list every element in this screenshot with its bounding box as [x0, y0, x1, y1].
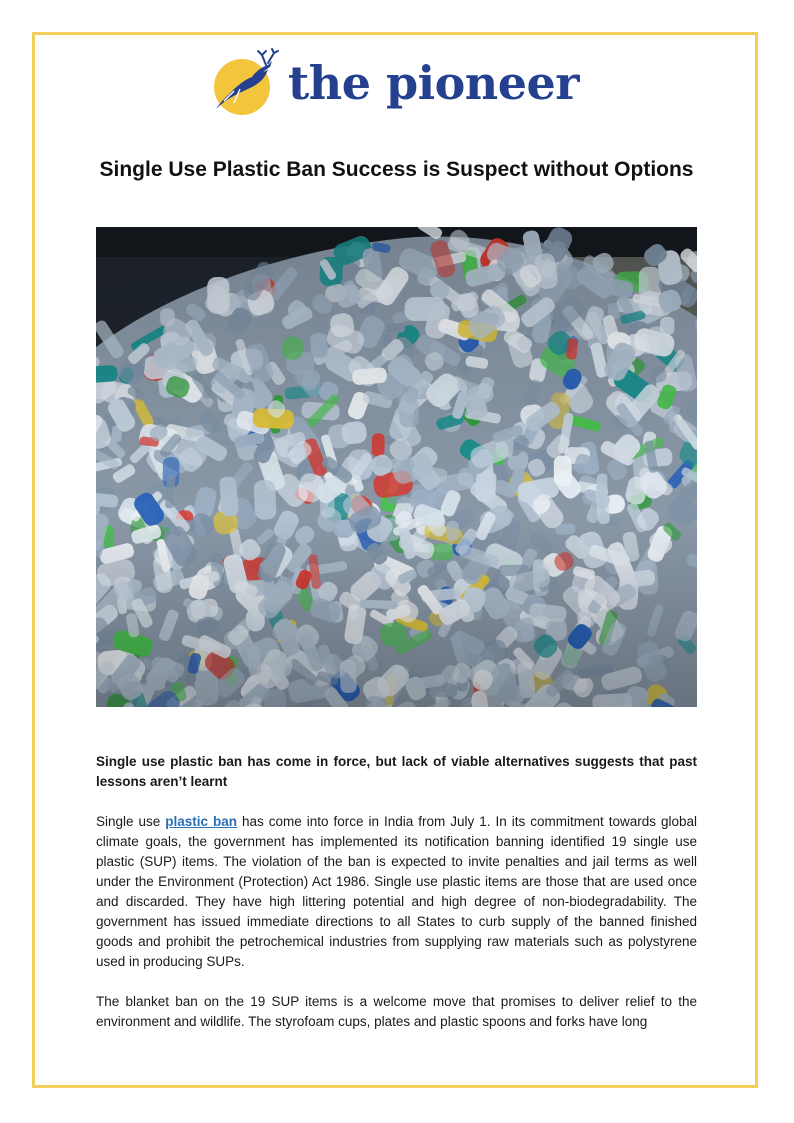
masthead-title: the pioneer [288, 55, 580, 110]
article-body [96, 752, 697, 1052]
pioneer-deer-logo-icon [210, 47, 282, 119]
article-paragraph: The blanket ban on the 19 SUP items is a welcome move that promises to deliver relief to the environment and wildlife. The styrofoam cups, plates and plastic spoons and forks have long [96, 994, 697, 1029]
article-photo [96, 227, 697, 707]
plastic-ban-link[interactable]: plastic ban [165, 814, 238, 829]
article-paragraph [96, 812, 697, 972]
article-title: Single Use Plastic Ban Success is Suspect without Options [99, 158, 694, 181]
article-lead: Single use plastic ban has come in force, but lack of viable alternatives suggests that past lessons aren’t learnt [96, 754, 697, 789]
plastic-bottles-heap-image [96, 227, 697, 707]
masthead[interactable] [210, 45, 590, 120]
paragraph-text: has come into force in India from July 1. In its commitment towards global climate goals, the government has implemented its notification banning identified 19 single use plastic (SUP) items. The violation of the ban is expected to invite penalties and jail terms as well under the Environment (Protection) Act 1986. Single use plastic items are those that are used once and discarded. They have high littering potential and high degree of non-biodegradability. The government has issued immediate directions to all States to curb supply of the banned finished goods and prohibit the petrochemical industries from supplying raw materials such as polystyrene used in producing SUPs. [96, 814, 697, 969]
paragraph-text: Single use [96, 814, 166, 829]
